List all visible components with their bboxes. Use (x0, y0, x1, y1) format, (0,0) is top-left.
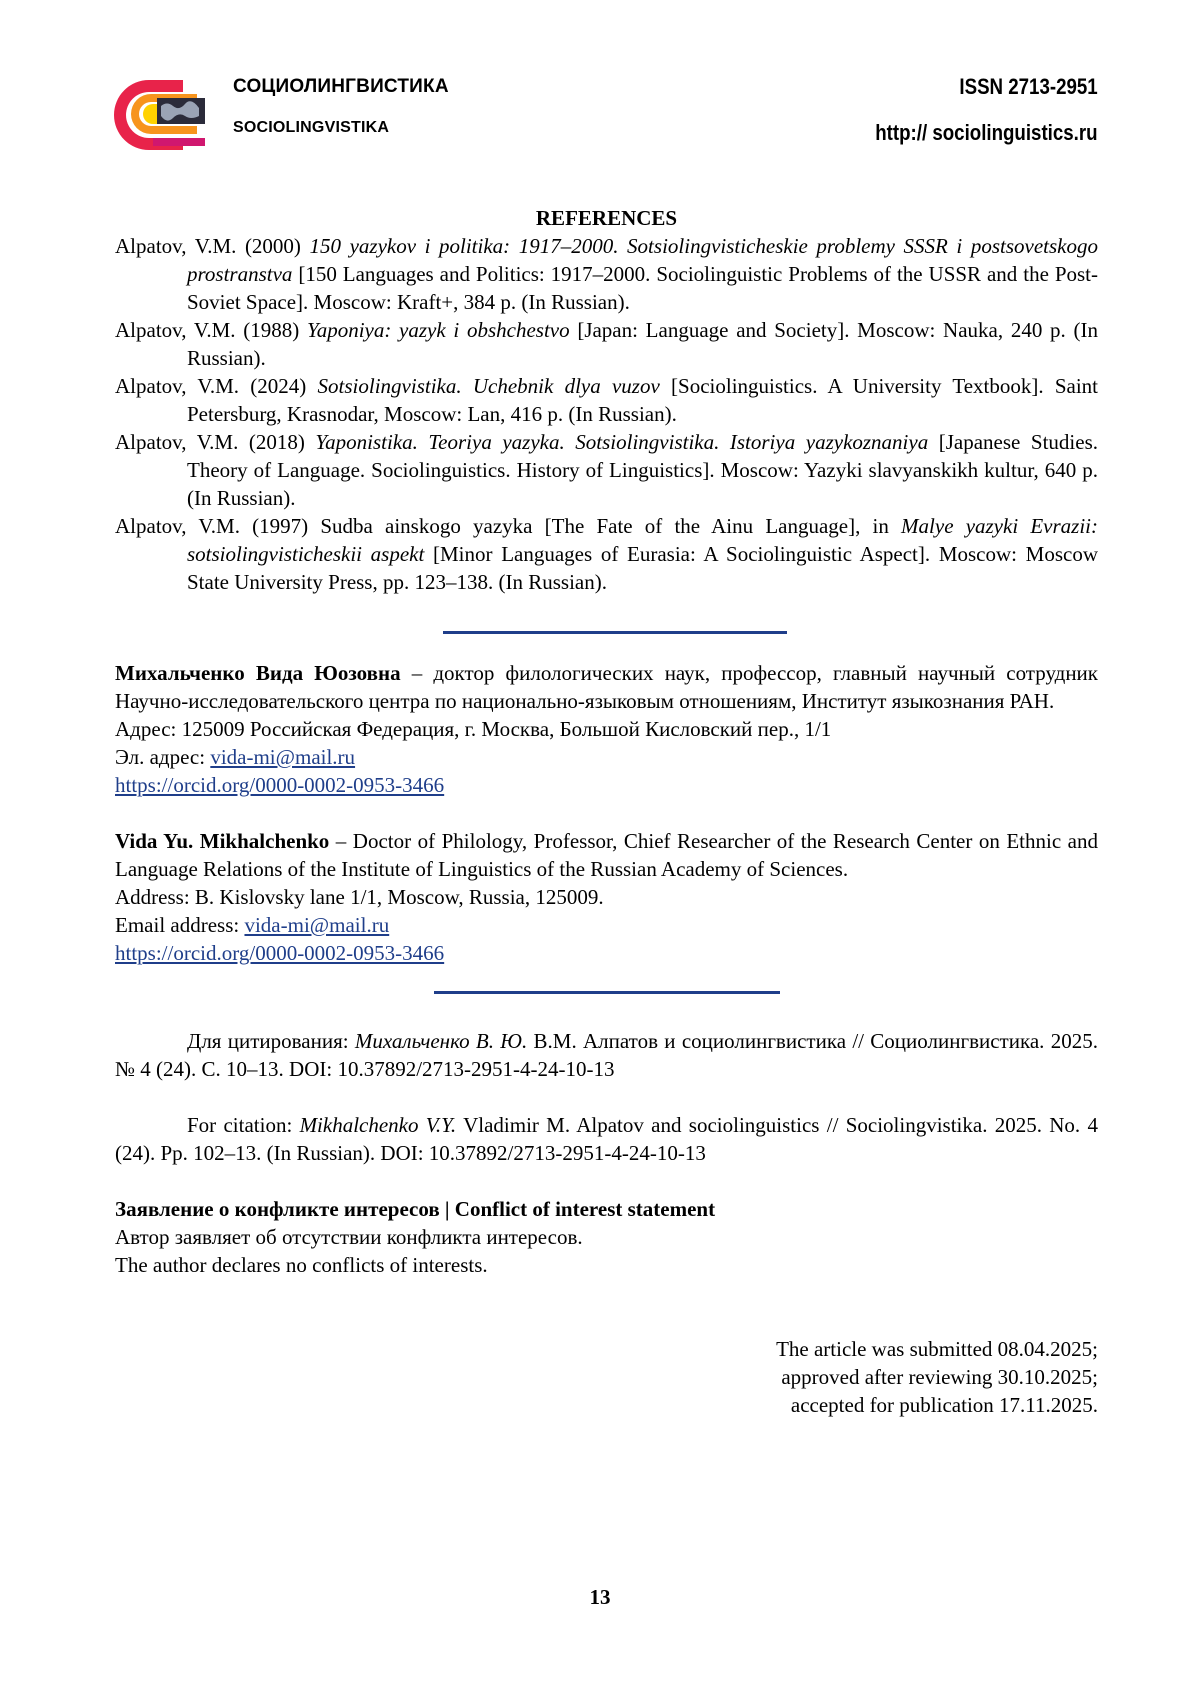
section-divider (434, 991, 780, 994)
page-header (113, 72, 1098, 152)
date-submitted: The article was submitted 08.04.2025; (776, 1337, 1098, 1361)
issn: ISSN 2713-2951 (959, 74, 1098, 99)
author-orcid-line-ru (115, 771, 1098, 799)
author-name-ru: Михальченко Вида Юозовна (115, 661, 401, 685)
date-approved: approved after reviewing 30.10.2025; (781, 1365, 1098, 1389)
journal-title-ru: СОЦИОЛИНГВИСТИКА (233, 76, 449, 97)
author-orcid-line-en (115, 939, 1098, 967)
page-number: 13 (589, 1585, 611, 1609)
reference-item: Alpatov, V.M. (2024) Sotsiolingvistika. Uchebnik dlya vuzov [Sociolinguistics. A University Textbook]. Saint Petersburg, Krasnodar, Moscow: Lan, 416 p. (In Russian). (115, 374, 1099, 426)
section-divider (443, 631, 787, 634)
author-name-en: Vida Yu. Mikhalchenko (115, 829, 330, 853)
author-email-link[interactable]: vida-mi@mail.ru (244, 913, 390, 937)
author-address-ru: Адрес: 125009 Российская Федерация, г. Москва, Большой Кисловский пер., 1/1 (115, 717, 832, 741)
journal-logo-icon (113, 76, 213, 154)
author-email-link[interactable]: vida-mi@mail.ru (210, 745, 356, 769)
author-bio-ru: Михальченко Вида Юозовна – доктор филологических наук, профессор, главный научный сотрудник Научно-исследовательского центра по национально-языковым отношениям, Институт языкознания РАН. (115, 661, 1098, 713)
conflict-heading: Заявление о конфликте интересов | Conflict of interest statement (115, 1197, 716, 1221)
reference-item: Alpatov, V.M. (2018) Yaponistika. Teoriya yazyka. Sotsiolingvistika. Istoriya yazykoznaniya [Japanese Studies. Theory of Language. Sociolinguistics. History of Linguistics]. Moscow: Yazyki slavyanskikh kultur, 640 p. (In Russian). (115, 430, 1098, 510)
author-info-ru (115, 659, 1098, 799)
citation-ru: Для цитирования: Михальченко В. Ю. В.М. Алпатов и социолингвистика // Социолингвистика. 2025. № 4 (24). С. 10–13. DOI: 10.37892/2713-2951-4-24-10-13 (115, 1029, 1098, 1081)
author-email-line-en: Email address: vida-mi@mail.ru (115, 913, 390, 937)
orcid-link[interactable]: https://orcid.org/0000-0002-0953-3466 (115, 941, 445, 965)
journal-title-en: SOCIOLINGVISTIKA (233, 119, 390, 136)
reference-item: Alpatov, V.M. (1997) Sudba ainskogo yazyka [The Fate of the Ainu Language], in Malye yazyki Evrazii: sotsiolingvisticheskii aspekt [Minor Languages of Eurasia: A Sociolinguistic Aspect]. Moscow: Moscow State University Press, pp. 123–138. (In Russian). (115, 514, 1098, 594)
author-bio-en: Vida Yu. Mikhalchenko – Doctor of Philology, Professor, Chief Researcher of the Research Center on Ethnic and Language Relations of the Institute of Linguistics of the Russian Academy of Sciences. (115, 829, 1098, 881)
article-dates (115, 1335, 1098, 1419)
conflict-text-en: The author declares no conflicts of interests. (115, 1253, 488, 1277)
reference-list (115, 232, 1098, 596)
author-email-line-ru: Эл. адрес: vida-mi@mail.ru (115, 745, 356, 769)
journal-url[interactable]: http:// sociolinguistics.ru (875, 120, 1098, 145)
orcid-link[interactable]: https://orcid.org/0000-0002-0953-3466 (115, 773, 445, 797)
citation-en: For citation: Mikhalchenko V.Y. Vladimir M. Alpatov and sociolinguistics // Sociolingvistika. 2025. No. 4 (24). Pp. 102–13. (In Russian). DOI: 10.37892/2713-2951-4-24-10-13 (115, 1113, 1098, 1165)
conflict-text-ru: Автор заявляет об отсутствии конфликта интересов. (115, 1225, 583, 1249)
reference-item: Alpatov, V.M. (1988) Yaponiya: yazyk i obshchestvo [Japan: Language and Society]. Moscow: Nauka, 240 p. (In Russian). (115, 318, 1099, 370)
references-heading: REFERENCES (535, 206, 678, 230)
reference-item: Alpatov, V.M. (2000) 150 yazykov i politika: 1917–2000. Sotsiolingvisticheskie problemy SSSR i postsovetskogo prostranstva [150 Languages and Politics: 1917–2000. Sociolinguistic Problems of the USSR and the Post-Soviet Space]. Moscow: Kraft+, 384 p. (In Russian). (115, 234, 1098, 314)
date-accepted: accepted for publication 17.11.2025. (790, 1393, 1098, 1417)
page-content (115, 204, 1098, 1419)
author-info-en (115, 827, 1098, 967)
author-address-en: Address: B. Kislovsky lane 1/1, Moscow, Russia, 125009. (115, 885, 604, 909)
